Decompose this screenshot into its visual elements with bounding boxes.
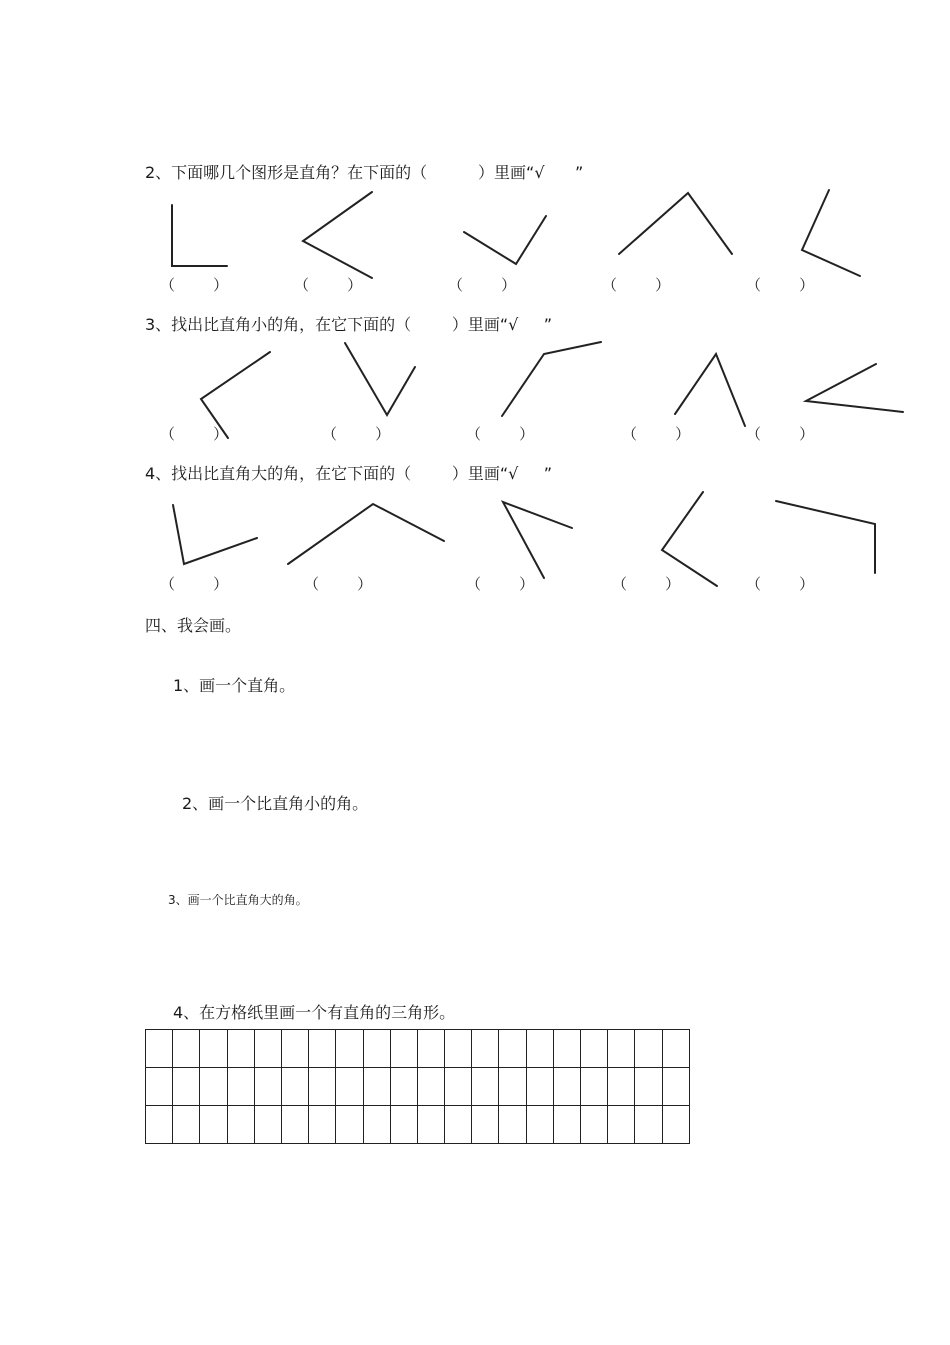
- answer-blank[interactable]: （ ）: [622, 425, 691, 443]
- grid-cell[interactable]: [390, 1030, 417, 1068]
- grid-cell[interactable]: [281, 1068, 308, 1106]
- answer-blank[interactable]: （ ）: [746, 575, 815, 593]
- grid-cell[interactable]: [254, 1106, 281, 1144]
- grid-cell[interactable]: [635, 1068, 662, 1106]
- grid-cell[interactable]: [499, 1068, 526, 1106]
- answer-blank[interactable]: （ ）: [322, 425, 391, 443]
- answer-blank[interactable]: （ ）: [160, 276, 229, 294]
- grid-cell[interactable]: [581, 1106, 608, 1144]
- grid-cell[interactable]: [200, 1068, 227, 1106]
- draw-task-4: 4、在方格纸里画一个有直角的三角形。: [173, 1003, 456, 1022]
- grid-cell[interactable]: [581, 1030, 608, 1068]
- grid-cell[interactable]: [472, 1030, 499, 1068]
- grid-cell[interactable]: [472, 1068, 499, 1106]
- grid-row: [146, 1068, 690, 1106]
- grid-cell[interactable]: [581, 1068, 608, 1106]
- q4-angle-2: [288, 504, 444, 564]
- grid-cell[interactable]: [608, 1068, 635, 1106]
- grid-cell[interactable]: [146, 1030, 173, 1068]
- section-4-title: 四、我会画。: [145, 616, 242, 635]
- grid-cell[interactable]: [417, 1030, 444, 1068]
- grid-cell[interactable]: [309, 1106, 336, 1144]
- question-3-text: 3、找出比直角小的角，在它下面的（ ）里画“√ ”: [145, 315, 553, 334]
- question-2-text: 2、下面哪几个图形是直角？在下面的（ ）里画“√ ”: [145, 163, 584, 182]
- q4-angle-5: [776, 501, 875, 573]
- q4-angle-1: [173, 505, 257, 564]
- grid-cell[interactable]: [662, 1068, 689, 1106]
- q2-angle-2: [303, 192, 372, 278]
- grid-cell[interactable]: [553, 1068, 580, 1106]
- grid-cell[interactable]: [281, 1106, 308, 1144]
- grid-cell[interactable]: [417, 1106, 444, 1144]
- answer-blank[interactable]: （ ）: [602, 276, 671, 294]
- grid-cell[interactable]: [499, 1106, 526, 1144]
- q3-angle-3: [502, 342, 601, 416]
- q4-angle-3: [503, 502, 572, 578]
- grid-row: [146, 1030, 690, 1068]
- grid-cell[interactable]: [472, 1106, 499, 1144]
- grid-cell[interactable]: [363, 1068, 390, 1106]
- draw-task-1: 1、画一个直角。: [173, 676, 296, 695]
- grid-cell[interactable]: [553, 1030, 580, 1068]
- grid-cell[interactable]: [635, 1030, 662, 1068]
- question-4-text: 4、找出比直角大的角，在它下面的（ ）里画“√ ”: [145, 464, 553, 483]
- grid-cell[interactable]: [309, 1068, 336, 1106]
- q3-angle-5: [806, 364, 903, 412]
- q2-angle-4: [619, 193, 732, 254]
- grid-cell[interactable]: [417, 1068, 444, 1106]
- grid-cell[interactable]: [445, 1106, 472, 1144]
- grid-paper[interactable]: [145, 1029, 690, 1144]
- grid-cell[interactable]: [662, 1030, 689, 1068]
- grid-cell[interactable]: [200, 1030, 227, 1068]
- grid-cell[interactable]: [281, 1030, 308, 1068]
- grid-cell[interactable]: [254, 1030, 281, 1068]
- grid-cell[interactable]: [146, 1068, 173, 1106]
- answer-blank[interactable]: （ ）: [612, 575, 681, 593]
- draw-task-2: 2、画一个比直角小的角。: [182, 794, 369, 813]
- grid-cell[interactable]: [445, 1030, 472, 1068]
- grid-cell[interactable]: [390, 1068, 417, 1106]
- grid-cell[interactable]: [227, 1068, 254, 1106]
- grid-cell[interactable]: [526, 1068, 553, 1106]
- answer-blank[interactable]: （ ）: [160, 575, 229, 593]
- q3-angle-2: [345, 343, 415, 415]
- grid-cell[interactable]: [608, 1030, 635, 1068]
- grid-cell[interactable]: [336, 1030, 363, 1068]
- grid-cell[interactable]: [363, 1030, 390, 1068]
- grid-cell[interactable]: [146, 1106, 173, 1144]
- grid-cell[interactable]: [526, 1030, 553, 1068]
- grid-cell[interactable]: [662, 1106, 689, 1144]
- answer-blank[interactable]: （ ）: [466, 425, 535, 443]
- q2-angle-5: [802, 190, 860, 276]
- grid-cell[interactable]: [173, 1030, 200, 1068]
- answer-blank[interactable]: （ ）: [746, 276, 815, 294]
- draw-task-3: 3、画一个比直角大的角。: [168, 893, 308, 907]
- answer-blank[interactable]: （ ）: [466, 575, 535, 593]
- grid-cell[interactable]: [227, 1106, 254, 1144]
- grid-cell[interactable]: [309, 1030, 336, 1068]
- grid-cell[interactable]: [635, 1106, 662, 1144]
- grid-cell[interactable]: [227, 1030, 254, 1068]
- grid-cell[interactable]: [608, 1106, 635, 1144]
- q2-angle-3: [464, 216, 546, 264]
- grid-cell[interactable]: [336, 1106, 363, 1144]
- grid-cell[interactable]: [499, 1030, 526, 1068]
- grid-cell[interactable]: [200, 1106, 227, 1144]
- answer-blank[interactable]: （ ）: [448, 276, 517, 294]
- grid-cell[interactable]: [173, 1106, 200, 1144]
- grid-cell[interactable]: [390, 1106, 417, 1144]
- answer-blank[interactable]: （ ）: [160, 425, 229, 443]
- grid-cell[interactable]: [526, 1106, 553, 1144]
- grid-cell[interactable]: [363, 1106, 390, 1144]
- q2-angle-1: [172, 205, 227, 266]
- answer-blank[interactable]: （ ）: [294, 276, 363, 294]
- grid-cell[interactable]: [553, 1106, 580, 1144]
- grid-cell[interactable]: [254, 1068, 281, 1106]
- grid-cell[interactable]: [445, 1068, 472, 1106]
- grid-cell[interactable]: [173, 1068, 200, 1106]
- answer-blank[interactable]: （ ）: [746, 425, 815, 443]
- grid-row: [146, 1106, 690, 1144]
- grid-cell[interactable]: [336, 1068, 363, 1106]
- q4-angle-4: [662, 492, 717, 586]
- answer-blank[interactable]: （ ）: [304, 575, 373, 593]
- q3-angle-4: [675, 354, 745, 426]
